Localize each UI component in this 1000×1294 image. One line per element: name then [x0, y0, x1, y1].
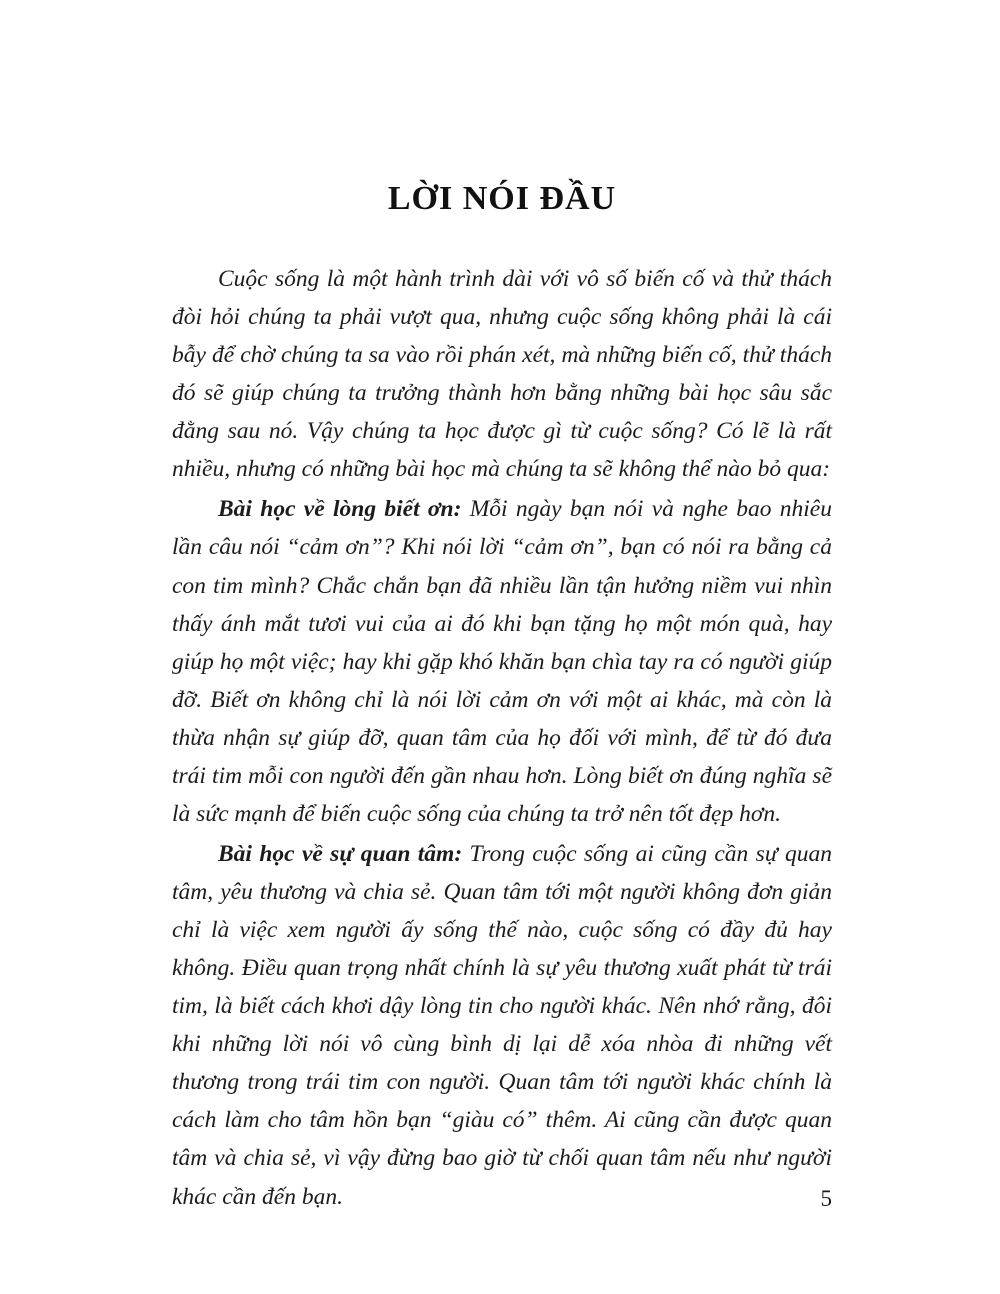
paragraph-gratitude [172, 490, 832, 833]
paragraph-text: Mỗi ngày bạn nói và nghe bao nhiêu lần câu nói “cảm ơn”? Khi nói lời “cảm ơn”, bạn có nói ra bằng cả con tim mình? Chắc chắn bạn đã nhiều lần tận hưởng niềm vui nhìn thấy ánh mắt tươi vui của ai đó khi bạn tặng họ một món quà, hay giúp họ một việc; hay khi gặp khó khăn bạn chìa tay ra có người giúp đỡ. Biết ơn không chỉ là nói lời cảm ơn với một ai khác, mà còn là thừa nhận sự giúp đỡ, quan tâm của họ đối với mình, để từ đó đưa trái tim mỗi con người đến gần nhau hơn. Lòng biết ơn đúng nghĩa sẽ là sức mạnh để biến cuộc sống của chúng ta trở nên tốt đẹp hơn. [172, 496, 832, 827]
page-title: LỜI NÓI ĐẦU [387, 180, 617, 217]
page-number: 5 [820, 1186, 832, 1211]
paragraph-text: Trong cuộc sống ai cũng cần sự quan tâm, yêu thương và chia sẻ. Quan tâm tới một người không đơn giản chỉ là việc xem người ấy sống thế nào, cuộc sống có đầy đủ hay không. Điều quan trọng nhất chính là sự yêu thương xuất phát từ trái tim, là biết cách khơi dậy lòng tin cho người khác. Nên nhớ rằng, đôi khi những lời nói vô cùng bình dị lại dễ xóa nhòa đi những vết thương trong trái tim con người. Quan tâm tới người khác chính là cách làm cho tâm hồn bạn “giàu có” thêm. Ai cũng cần được quan tâm và chia sẻ, vì vậy đừng bao giờ từ chối quan tâm nếu như người khác cần đến bạn. [172, 840, 833, 1210]
paragraph-lead: Bài học về lòng biết ơn: [218, 496, 462, 523]
paragraph-text: Cuộc sống là một hành trình dài với vô số biến cố và thử thách đòi hỏi chúng ta phải vượt qua, nhưng cuộc sống không phải là cái bẫy để chờ chúng ta sa vào rồi phán xét, mà những biến cố, thử thách đó sẽ giúp chúng ta trưởng thành hơn bằng những bài học sâu sắc đằng sau nó. Vậy chúng ta học được gì từ cuộc sống? Có lẽ là rất nhiều, nhưng có những bài học mà chúng ta sẽ không thể nào bỏ qua: [172, 266, 832, 483]
paragraph-intro [172, 260, 832, 488]
paragraph-lead: Bài học về sự quan tâm: [218, 840, 463, 867]
page-content [172, 180, 832, 1218]
paragraph-caring [172, 835, 832, 1216]
